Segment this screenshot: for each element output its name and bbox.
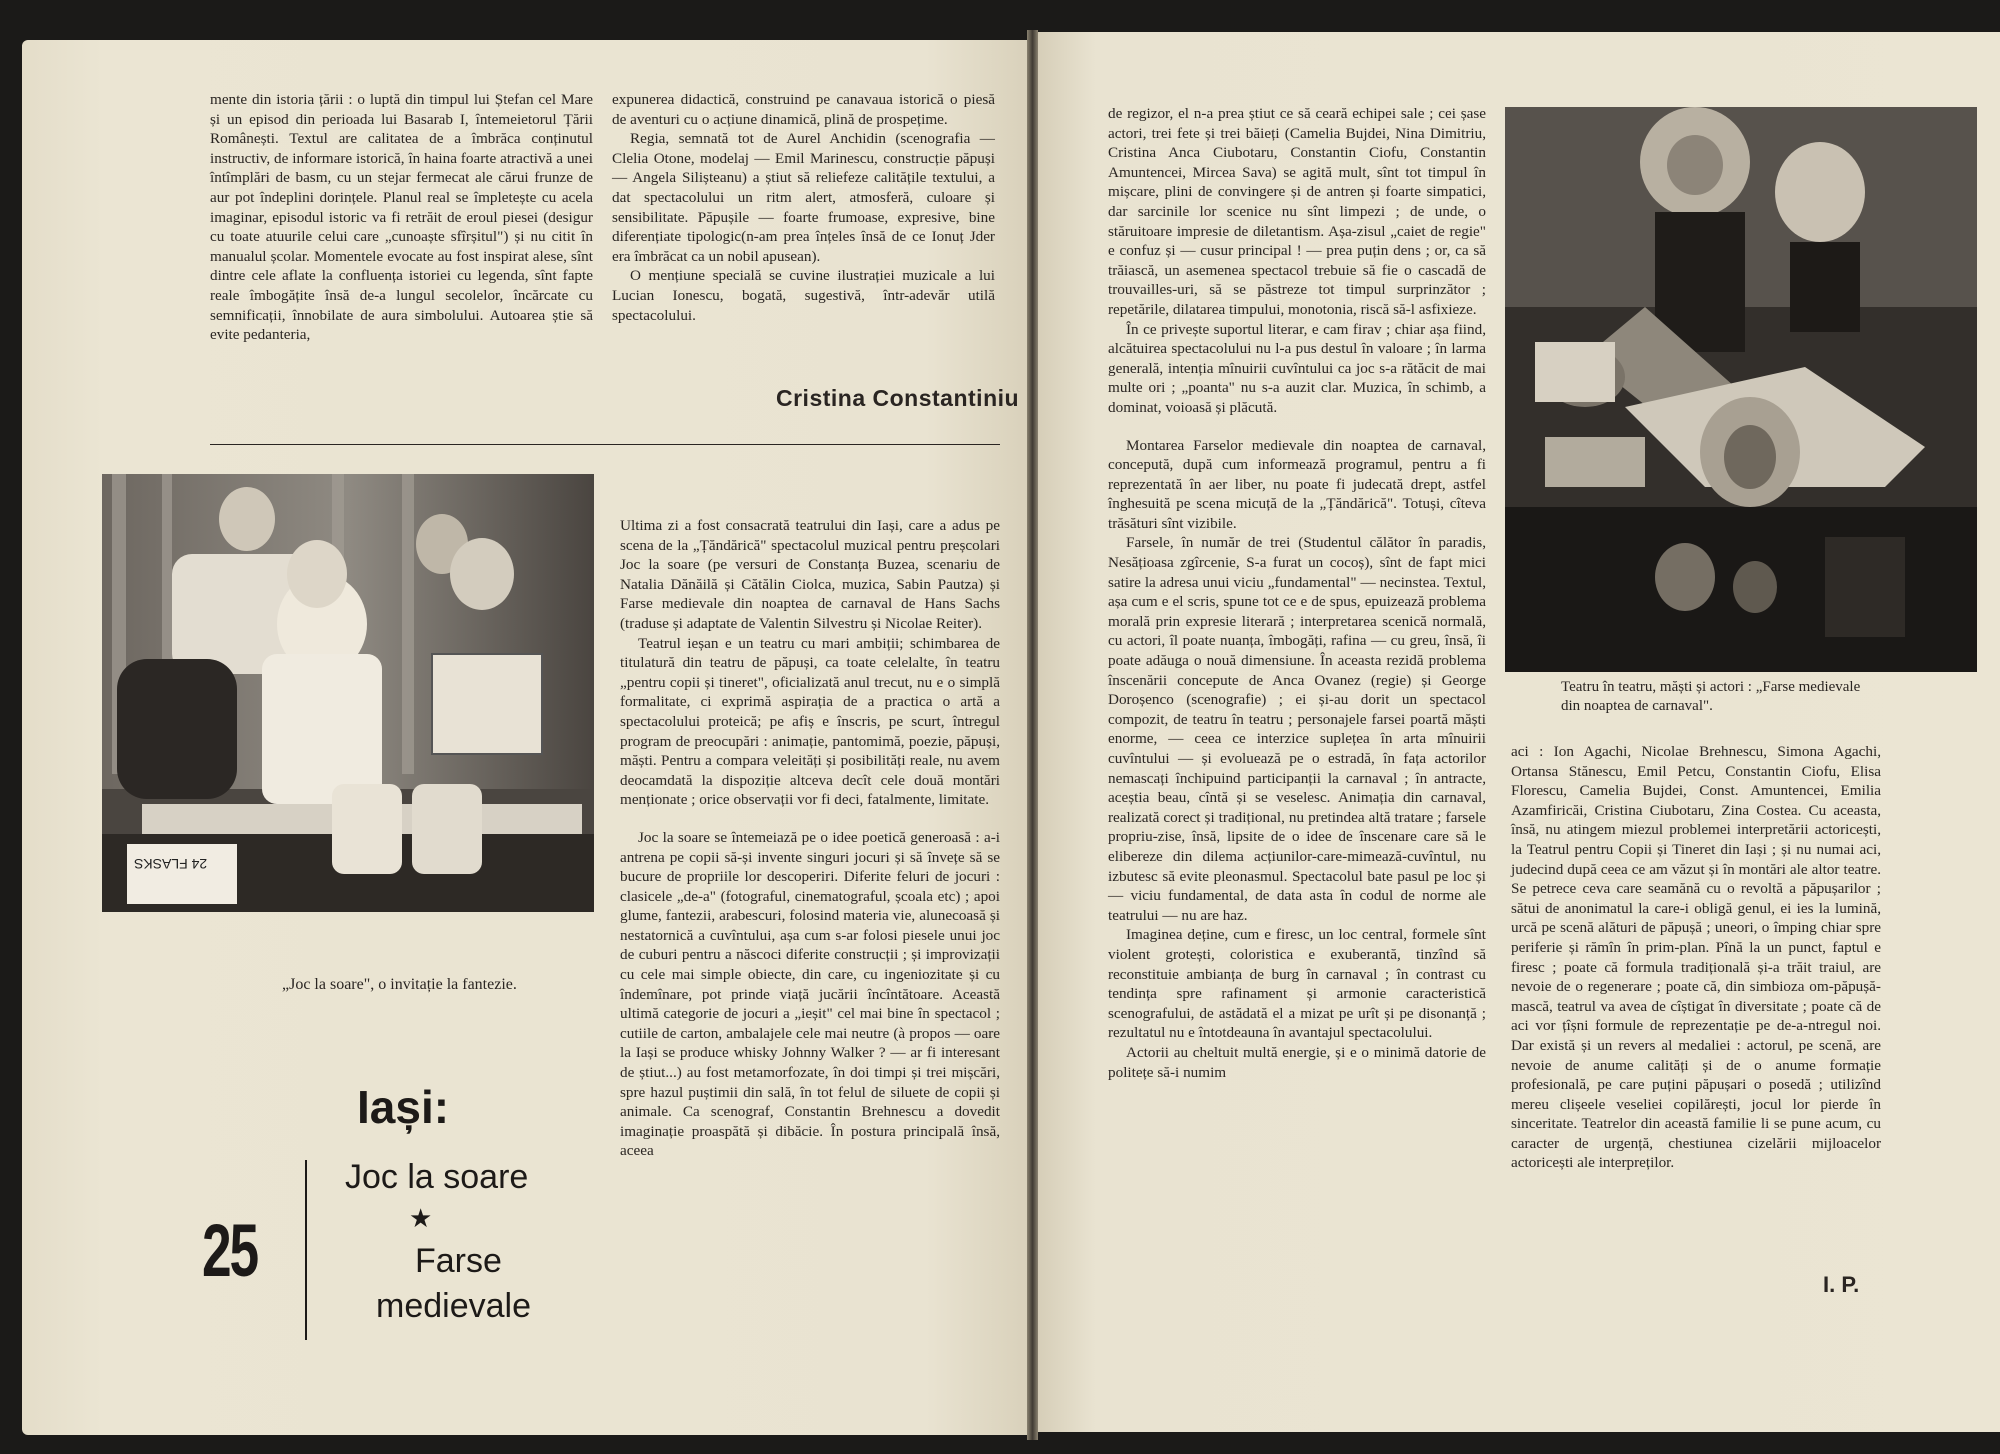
feature-title-line2: Farse <box>415 1242 502 1280</box>
feature-city: Iași: <box>357 1081 450 1133</box>
photo-image <box>102 474 594 912</box>
photo-farse-medievale <box>1505 107 1977 672</box>
column-1 <box>210 90 593 345</box>
column-5 <box>1511 742 1881 1173</box>
section-divider <box>210 444 1000 445</box>
column-3 <box>620 516 1000 1161</box>
paragraph: aci : Ion Agachi, Nicolae Brehnescu, Simona Agachi, Ortansa Stănescu, Emil Petcu, Constantin Ciofu, Elisa Florescu, Camelia Bujdei, Const. Amuntencei, Emilia Azamfiricăi, Cristina Ciubotaru, Zina Costea. Cu aceasta, însă, nu atingem miezul problemei interpretării actoricești, la Teatrul pentru Copii și Tineret din Iași ; și nu numai aci, judecind după ceea ce am văzut și în montări ale altor teatre. Se petrece ceva care seamănă cu o revoltă a păpușarilor ; sătui de anonimatul la care-i obligă genul, ei ies la lumină, urcă pe scenă alături de păpușă ; uneori, o împing chiar spre periferie și rămîn în prim-plan. Pînă la un punct, faptul e firesc ; poate că formula tradițională și-a trăit traiul, are nevoie de o regenerare ; poate că, din simbioza om-păpușă-mască, teatrul va avea de cîștigat în diversitate ; poate că de aci vor țîșni formule de reprezentație pe de-a-ntregul noi. Dar există și un revers al medaliei : actorul, pe scenă, are nevoie de anume calități și de o anume formație profesională, pe care puțini păpușari o posedă ; utilizînd mereu clișeele veseliei copilărești, jocul lor pierde în sinceritate. Teatrelor din această familie li se pune acum, cu caracter de urgență, chestiunea cizelării mijloacelor actoricești ale interpreților. <box>1511 743 1881 1172</box>
photo-joc-la-soare <box>102 474 594 912</box>
paragraph: expunerea didactică, construind pe canavaua istorică o piesă de aventuri cu o acțiune dinamică, plină de prospețime. <box>612 91 995 128</box>
paragraph: Montarea Farselor medievale din noaptea de carnaval, concepută, după cum informează programul, pentru a fi reprezentată în aer liber, nu poate fi judecată drept, astfel înghesuită pe scena micuță de la „Țăndărică". Totuși, cîteva trăsături sînt vizibile. <box>1108 436 1486 532</box>
author-signature: Cristina Constantiniu <box>776 385 1020 411</box>
paragraph: În ce privește suportul literar, e cam firav ; chiar așa fiind, alcătuirea spectacolului nu l-a pus destul în valoare ; în larma generală, intenția mînuirii cuvîntului ca joc s-a rătăcit de mai multe ori ; „poanta" nu s-a auzit clar. Muzica, în schimb, a dominat, voioasă și plăcută. <box>1108 320 1486 416</box>
feature-title-line1: Joc la soare <box>345 1158 529 1196</box>
paragraph: Ultima zi a fost consacrată teatrului din Iași, care a adus pe scena de la „Țăndărică" spectacolul muzical pentru preșcolari Joc la soare (pe versuri de Constanța Buzea, scenariu de Natalia Dănăilă și Cătălin Ciolca, muzica, Sabin Pautza) și Farse medievale din noaptea de carnaval de Hans Sachs (traduse și adaptate de Valentin Silvestru și Nicolae Reiter). <box>620 517 1000 632</box>
star-icon: ★ <box>409 1204 433 1233</box>
book-spine <box>1027 30 1038 1440</box>
feature-number: 25 <box>202 1209 257 1292</box>
left-page <box>22 40 1027 1435</box>
paragraph: Regia, semnată tot de Aurel Anchidin (scenografia — Clelia Otone, modelaj — Emil Marinescu, construcție păpuși — Angela Silișteanu) a știut să reliefeze calitățile textului, a dat spectacolului un ritm alert, atmosferă, culoare și sensibilitate. Păpușile — foarte frumoase, expresive, bine diferențiate tipologic(n-am prea înțeles însă de ce Ionuț Jder era îmbrăcat ca un nobil apusean). <box>612 130 995 265</box>
column-2 <box>612 90 995 325</box>
feature-title-line3: medievale <box>376 1287 531 1325</box>
paragraph: O mențiune specială se cuvine ilustrației muzicale a lui Lucian Ionescu, bogată, sugestivă, într-adevăr utilă spectacolului. <box>612 267 995 324</box>
paragraph: Teatrul ieșan e un teatru cu mari ambiții; schimbarea de titulatură din teatru de păpuși, ca toate celelalte, în teatru „pentru copii și tineret", oficializată anul trecut, nu e o simplă formalitate, ci exprimă aspirația de a practica o artă a spectacolului proteică; pe afiș e înscris, pe scurt, întregul program de preocupări : animație, pantomimă, poezie, păpuși, măști. Pentru a compara veleități și posibilități reale, nu avem deocamdată la dispoziție altceva decît cele două montări menționate ; orice observații vor fi deci, fatalmente, limitate. <box>620 634 1000 809</box>
photo-caption-right: Teatru în teatru, măști și actori : „Farse medievale din noaptea de carnaval". <box>1561 679 1861 714</box>
photo-caption-left: „Joc la soare", o invitație la fantezie. <box>282 976 517 993</box>
initials-signature: I. P. <box>1823 1272 1860 1297</box>
paragraph: mente din istoria țării : o luptă din timpul lui Ștefan cel Mare și un episod din perioada lui Basarab I, întemeietorul Țării Românești. Textul are calitatea de a îmbrăca conținutul instructiv, de informare istorică, în haina foarte atractivă a unei întîmplări de basm, cu un stejar fermecat ale cărui frunze de aur pot îndeplini dorințele. Planul real se împletește cu acela imaginar, episodul istoric va fi retrăit de eroul piesei (desigur cu toate atuurile celui care „cunoaște sfîrșitul") și nu citit în manualul școlar. Momentele evocate au fost inspirat alese, sînt dintre cele aflate la confluența istoriei cu legenda, sînt fapte reale îmbogățite însă de-a lungul secolelor, încărcate cu semnificații, înnobilate de aura simbolului. Autoarea știe să evite pedanteria, <box>210 91 593 344</box>
feature-divider <box>305 1160 307 1340</box>
right-page <box>1038 32 2000 1432</box>
paragraph: de regizor, el n-a prea știut ce să ceară echipei sale ; cei șase actori, trei fete și trei băieți (Camelia Bujdei, Nina Dimitriu, Cristina Anca Ciubotaru, Constantin Ciofu, Constantin Amuntencei, Mircea Sava) se agită mult, sînt tot timpul în mișcare, plini de convingere și de antren și foarte simpatici, dar sarcinile lor scenice nu sînt limpezi ; de unde, o stăruitoare impresie de diletantism. Așa-zisul „caiet de regie" e confuz și — cusur principal ! — prea puțin dens ; or, ca să trăiască, un asemenea spectacol trebuie să fie o cascadă de trouvailles-uri, să se păstreze tot timpul surprinzător ; repetările, dilatarea timpului, monotonia, riscă să-l asfixieze. <box>1108 105 1486 318</box>
paragraph: Farsele, în număr de trei (Studentul călător în paradis, Nesățioasa zgîrcenie, S-a furat un cocoș), sînt de fapt mici satire la adresa unui viciu „fundamental" — necinstea. Textul, așa cum e el scris, spune tot ce e de spus, epuizează problema morală prin expresie literară ; interpretarea scenică normală, cu actori, îl poate nuanța, îmbogăți, rafina — cu greu, însă, îi poate adăuga o nouă dimensiune. În aceasta rezidă problema înscenării concepute de Anca Ovanez (regie) și George Doroșenco (scenografie) ; ei și-au dorit un spectacol compozit, de teatru în teatru ; personajele farsei poartă măști enorme, — ceea ce interzice suplețea în arta mînuirii cuvîntului — și evoluează pe o estradă, în fața actorilor nemascați închipuind participanții la carnaval ; în antracte, aceștia beau, cîntă și se veselesc. Animația din carnaval, realizată corect și tradițional, nu pretindea altă tratare ; farsele propriu-zise, însă, lipsite de o idee de înscenare care să le elibereze din dilema acțiunilor-care-mimează-cuvîntul, nu izbutesc să evite pleonasmul. Spectacolul bate pasul pe loc și — viciu fundamental, de data asta în codul de norme ale teatrului — nu are haz. <box>1108 534 1486 924</box>
box-label: 24 FLASKS <box>134 856 208 872</box>
column-4 <box>1108 104 1486 1082</box>
paragraph: Actorii au cheltuit multă energie, și e o minimă datorie de politețe să-i numim <box>1108 1043 1486 1081</box>
photo-image <box>1505 107 1977 672</box>
paragraph: Joc la soare se întemeiază pe o idee poetică generoasă : a-i antrena pe copii să-și invente singuri jocuri și să învețe să se bucure de propriile lor descoperiri. Diferite feluri de jocuri : clasicele „de-a" (fotograful, cinematograful, școala etc) ; apoi glume, fantezii, arabescuri, folosind materia vie, alunecoasă și nestatornică a cuvîntului, așa cum s-ar folosi piesele unui joc de cuburi pentru a născoci diferite construcții ; și improvizații cu cele mai simple obiecte, din care, cu ingeniozitate și cu îndemînare, pot prinde viață jucării încîntătoare. Această ultimă categorie de jocuri a „ieșit" cel mai bine în spectacol ; cutiile de carton, ambalajele cele mai neutre (à propos — oare la Iași se produce whisky Johnny Walker ? — ar fi interesant de știut...) au fost metamorfozate, în doi timpi și trei mișcări, spre hazul puștimii din sală, în tot felul de siluete de copii și animale. Ca scenograf, Constantin Brehnescu a dovedit imaginație proaspătă și dibăcie. În postura principală însă, aceea <box>620 828 1000 1160</box>
paragraph: Imaginea deține, cum e firesc, un loc central, formele sînt violent grotești, coloristica e exuberantă, tinzînd să reconstituie ambianța de burg în carnaval ; în contrast cu tendința spre rafinament și armonie caracteristică scenografului, de astădată el a mizat pe urît și pe disonanță ; rezultatul nu e întotdeauna în avantajul spectacolului. <box>1108 926 1486 1042</box>
feature-box <box>202 1080 602 1340</box>
